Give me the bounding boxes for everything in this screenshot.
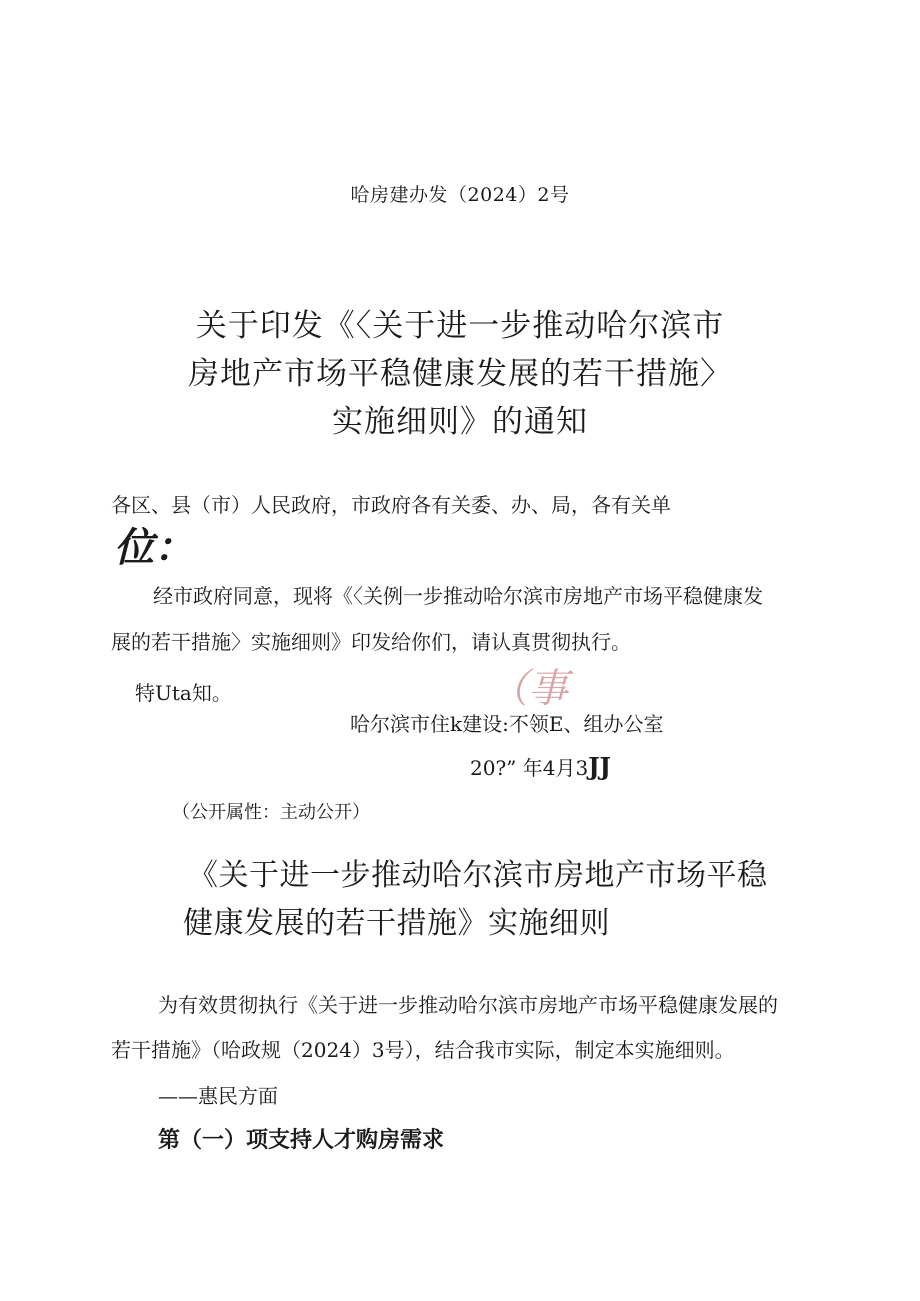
official-stamp-fragment: （事 [488, 666, 568, 712]
notice-title-line-2: 房地产市场平稳健康发展的若干措施〉 [188, 356, 732, 392]
addressee-line-1: 各区、县（市）人民政府，市政府各有关委、办、局，各有关单 [111, 493, 671, 517]
document-number: 哈房建办发（2024）2号 [350, 184, 570, 206]
signature-date-prefix: 20?” 年4月3 [470, 756, 589, 780]
notice-paragraph-line-1: 经市政府同意，现将《〈关例一步推动哈尔滨市房地产市场平稳健康发 [153, 584, 763, 608]
notice-paragraph-line-2: 展的若干措施〉实施细则》印发给你们，请认真贯彻执行。 [111, 630, 631, 654]
rules-intro-line-1: 为有效贯彻执行《关于进一步推动哈尔滨市房地产市场平稳健康发展的 [158, 993, 778, 1017]
subsection-heading: 第（一）项支持人才购房需求 [158, 1128, 445, 1153]
closing-remark: 特Uta知。 [135, 681, 232, 705]
notice-title-line-1: 关于印发《〈关于进一步推动哈尔滨市 [195, 308, 725, 344]
section-heading: ——惠民方面 [158, 1084, 278, 1108]
addressee-line-2: 位： [114, 524, 194, 571]
rules-title-line-2: 健康发展的若干措施》实施细则 [183, 906, 610, 941]
disclosure-attribute: （公开属性：主动公开） [172, 802, 370, 823]
rules-intro-line-2: 若干措施》（哈政规（2024）3号），结合我市实际，制定本实施细则。 [111, 1038, 735, 1062]
notice-title-line-3: 实施细则》的通知 [332, 404, 588, 440]
signature-date [470, 752, 611, 781]
signature-date-suffix: JJ [588, 752, 611, 781]
rules-title-line-1: 《关于进一步推动哈尔滨市房地产市场平稳 [188, 858, 768, 893]
signature-organization: 哈尔滨市住k建设:不领E、组办公室 [350, 712, 664, 736]
